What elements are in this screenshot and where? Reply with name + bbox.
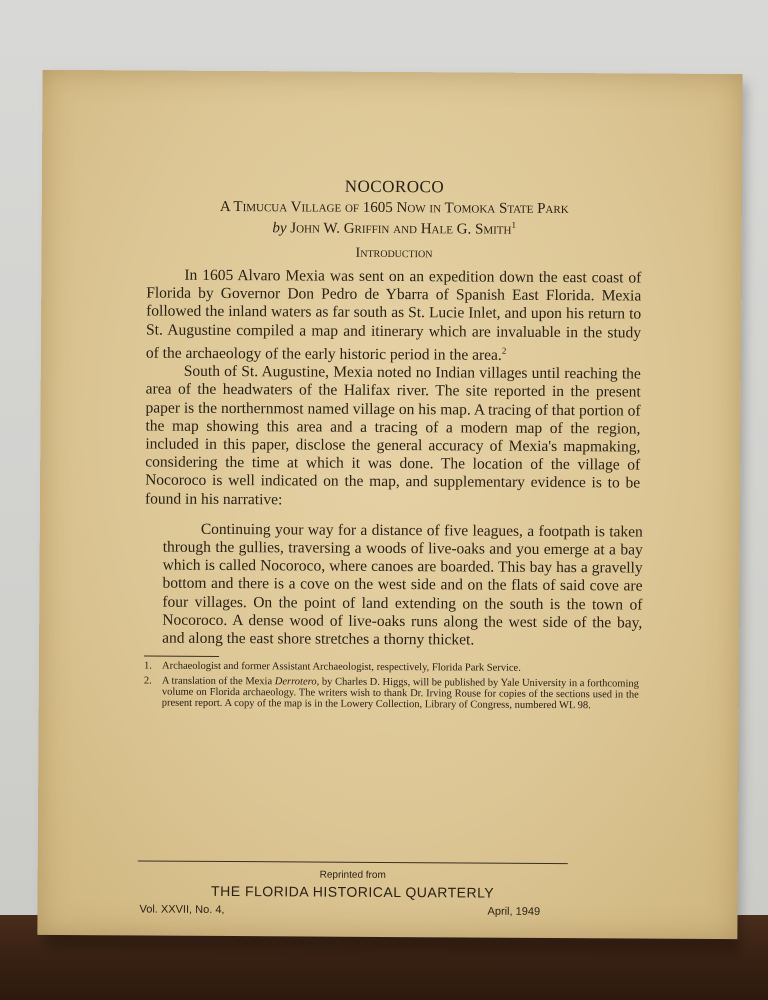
bottom-divider (138, 860, 568, 864)
footnote-text-start: A translation of the Mexia (161, 675, 275, 687)
footnote-1 (144, 661, 639, 675)
reprint-label: Reprinted from (319, 869, 386, 881)
footnote-2 (144, 675, 639, 712)
footnote-number: 1. (143, 660, 152, 672)
article-subtitle: A Timucua Village of 1605 Now in Tomoka State Park (219, 198, 569, 218)
footnote-italic-title: Derrotero (274, 675, 317, 688)
paragraph-intro (146, 267, 642, 366)
issue-date: April, 1949 (487, 905, 541, 918)
footnote-text (162, 675, 639, 712)
section-heading: Introduction (355, 245, 433, 262)
article-body (144, 176, 642, 716)
article-title: NOCOROCO (344, 176, 445, 197)
byline-footnote-mark: 1 (511, 219, 517, 230)
footnote-text: Archaeologist and former Assistant Archaeologist, respectively, Florida Park Service. (161, 660, 521, 675)
footnote-number: 2. (143, 675, 152, 687)
byline-authors: John W. Griffin and Hale G. Smith (290, 220, 512, 238)
footnote-divider (144, 656, 219, 657)
block-quote: Continuing your way for a distance of five leagues, a footpath is taken through the gullies, traversing a woods of live-oaks and you emerge at a bay which is called Nocoroco, where canoes are boarded. This bay has a gravelly bottom and there is a cove on the west side and on the flats of said cove are four villages. On the point of land extending on the south is the town of Nocoroco. A dense wood of live-oaks runs along the west side of the bay, and along the east shore stretches a thorny thicket. (162, 520, 643, 649)
paragraph-intro-footnote-mark: 2 (501, 345, 507, 356)
volume-info: Vol. XXVII, No. 4, (139, 903, 225, 916)
byline-prefix: by (272, 220, 287, 237)
paragraph-intro-text: In 1605 Alvaro Mexia was sent on an expedition down the east coast of Florida by Governor Don Pedro de Ybarra of Spanish East Florida. Mexia followed the inland waters as far south as St. Lucie Inlet, and upon his return to St. Augustine compiled a map and itinerary which are invaluable in the study of the archaeology of the early historic period in the area. (145, 266, 642, 364)
journal-name: THE FLORIDA HISTORICAL QUARTERLY (211, 882, 495, 901)
pamphlet-page (37, 70, 742, 939)
footnote-text-end: , by Charles D. Higgs, will be published by Yale University in a forthcoming volume on Florida archaeology. The writers wish to thank Dr. Irving Rouse for copies of the sections used in the present report. A copy of the map is in the Lowery Collection, Library of Congress, numbered WL 98. (161, 676, 639, 712)
paragraph-second: South of St. Augustine, Mexia noted no Indian villages until reaching the area of the headwaters of the Halifax river. The site reported in the present paper is the northernmost named village on his map. A tracing of that portion of the map showing this area and a tracing of a modern map of the region, included in this paper, disclose the general accuracy of Mexia's mapmaking, considering the time at which it was done. The location of the village of Nocoroco is well indicated on the map, and supplementary evidence is to be found in his narrative: (144, 362, 641, 508)
article-byline (147, 218, 642, 240)
footnotes (144, 661, 639, 713)
